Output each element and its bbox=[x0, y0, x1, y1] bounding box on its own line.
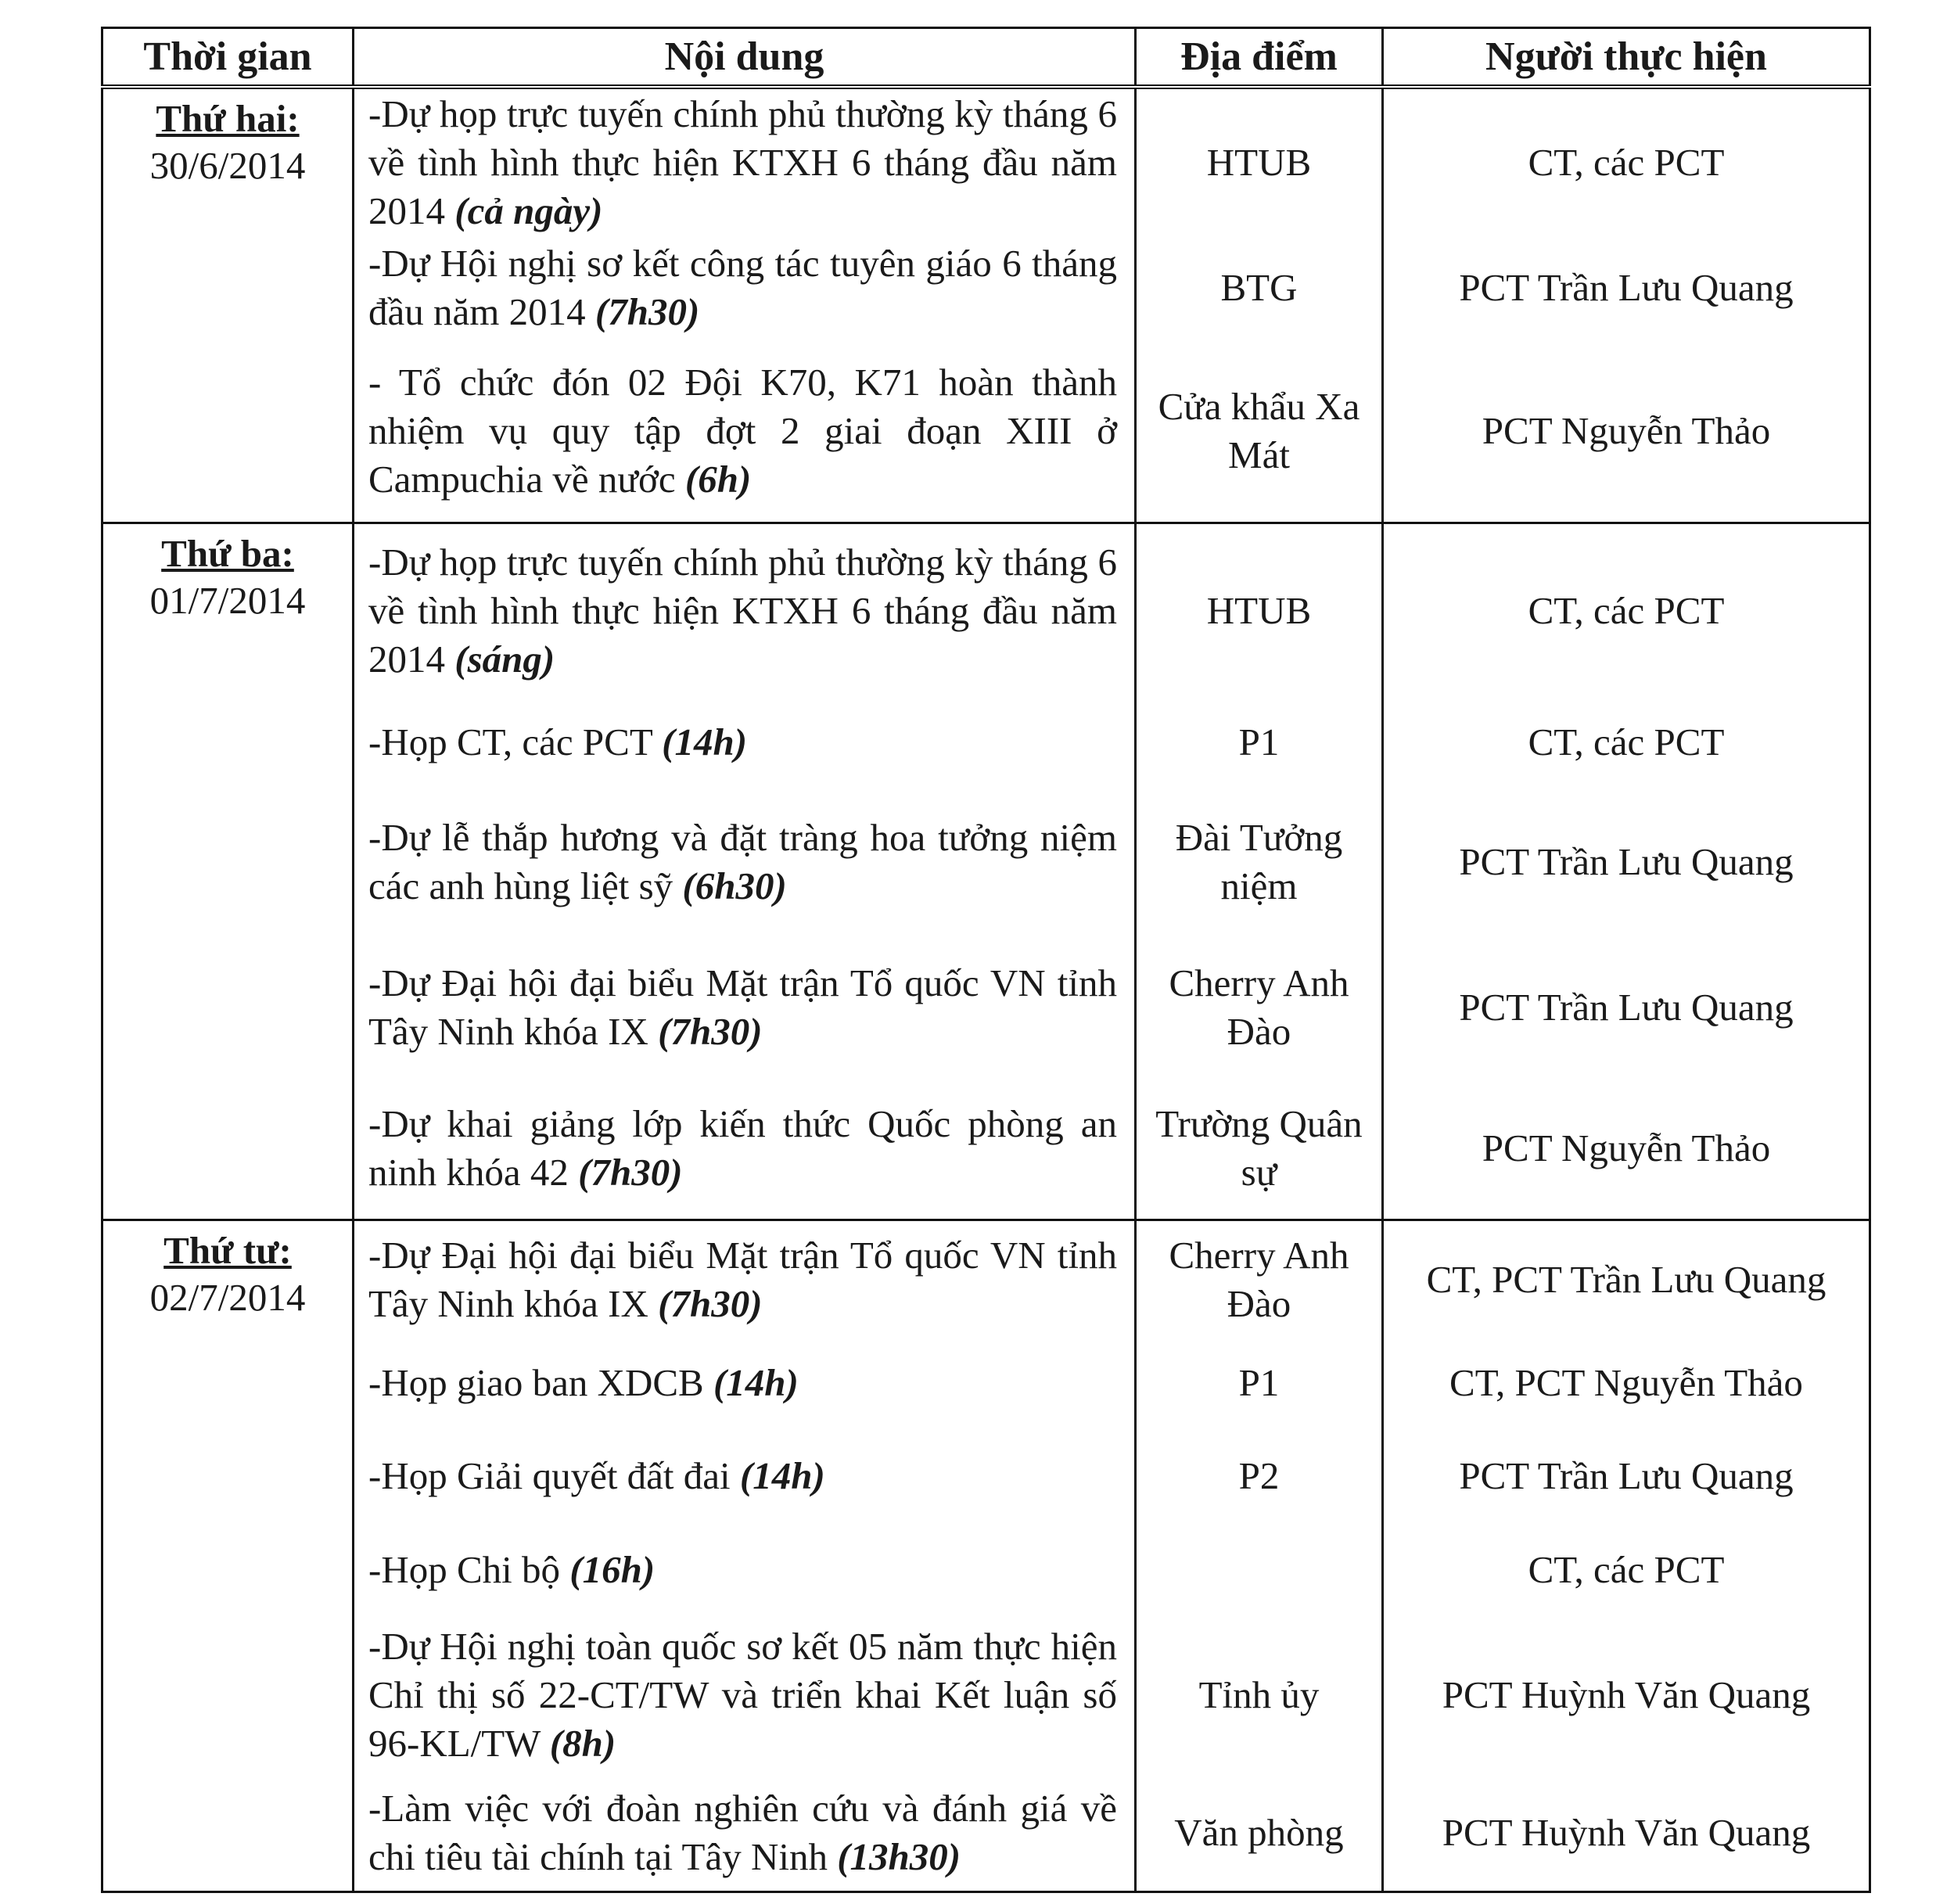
item-text: -Dự lễ thắp hương và đặt tràng hoa tưởng niệm các anh hùng liệt sỹ bbox=[368, 815, 1117, 907]
content-item bbox=[354, 698, 1134, 786]
place-item: HTUB bbox=[1206, 140, 1312, 184]
person-item: CT, các PCT bbox=[1528, 589, 1725, 632]
item-time: (6h) bbox=[684, 457, 752, 501]
place-cell bbox=[1136, 523, 1383, 1220]
day-name: Thứ ba: bbox=[161, 532, 294, 575]
header-row bbox=[102, 28, 1870, 88]
item-time: (14h) bbox=[662, 720, 748, 763]
item-time: (7h30) bbox=[658, 1282, 763, 1325]
person-item: PCT Huỳnh Văn Quang bbox=[1442, 1672, 1811, 1716]
place-item: Trường Quân sự bbox=[1155, 1102, 1363, 1194]
day-date: 30/6/2014 bbox=[149, 144, 306, 187]
item-time: (16h) bbox=[569, 1547, 656, 1591]
item-time: (8h) bbox=[549, 1721, 616, 1765]
day-name: Thứ hai: bbox=[156, 97, 300, 140]
person-item: CT, PCT Trần Lưu Quang bbox=[1426, 1258, 1826, 1301]
person-item: PCT Nguyễn Thảo bbox=[1482, 1126, 1771, 1169]
content-item bbox=[354, 1221, 1134, 1338]
person-item: PCT Trần Lưu Quang bbox=[1459, 839, 1794, 883]
place-item: P1 bbox=[1238, 1360, 1280, 1404]
person-item: PCT Nguyễn Thảo bbox=[1482, 408, 1771, 452]
item-text: - Tổ chức đón 02 Đội K70, K71 hoàn thành nhiệm vụ quy tập đợt 2 giai đoạn XIII ở Campuchia về nước bbox=[368, 360, 1117, 501]
content-item bbox=[354, 1338, 1134, 1427]
day-row-wednesday bbox=[102, 1220, 1870, 1892]
item-text: -Dự Đại hội đại biểu Mặt trận Tổ quốc VN tỉnh Tây Ninh khóa IX bbox=[368, 1234, 1117, 1325]
person-item: PCT Trần Lưu Quang bbox=[1459, 1453, 1794, 1497]
place-item: Cherry Anh Đào bbox=[1169, 1234, 1349, 1325]
person-item: CT, các PCT bbox=[1528, 1547, 1725, 1591]
person-cell bbox=[1383, 1220, 1870, 1892]
header-content: Nội dung bbox=[354, 28, 1136, 88]
item-text: -Dự Đại hội đại biểu Mặt trận Tổ quốc VN tỉnh Tây Ninh khóa IX bbox=[368, 961, 1117, 1053]
content-item bbox=[354, 1427, 1134, 1525]
content-cell bbox=[354, 1220, 1136, 1892]
content-cell bbox=[354, 523, 1136, 1220]
item-text: -Làm việc với đoàn nghiên cứu và đánh giá về chi tiêu tài chính tại Tây Ninh bbox=[368, 1787, 1117, 1878]
item-text: -Họp CT, các PCT bbox=[368, 720, 652, 763]
person-item: CT, các PCT bbox=[1528, 140, 1725, 184]
item-time: (7h30) bbox=[658, 1010, 763, 1053]
header-time: Thời gian bbox=[102, 28, 354, 88]
day-cell bbox=[102, 87, 354, 523]
person-cell bbox=[1383, 87, 1870, 523]
place-item bbox=[1137, 1525, 1381, 1615]
item-time: (13h30) bbox=[837, 1835, 961, 1878]
place-item: Văn phòng bbox=[1174, 1811, 1344, 1854]
place-item: Tỉnh ủy bbox=[1198, 1672, 1320, 1716]
day-row-monday bbox=[102, 87, 1870, 523]
day-cell bbox=[102, 523, 354, 1220]
schedule-table bbox=[101, 27, 1871, 1893]
day-name: Thứ tư: bbox=[163, 1229, 292, 1272]
item-time: (14h) bbox=[739, 1453, 825, 1497]
person-item: PCT Trần Lưu Quang bbox=[1459, 986, 1794, 1029]
item-text: -Họp Chi bộ bbox=[368, 1547, 560, 1591]
place-item: BTG bbox=[1220, 265, 1298, 309]
content-item bbox=[354, 1525, 1134, 1615]
item-time: (14h) bbox=[713, 1360, 799, 1404]
item-time: (7h30) bbox=[594, 289, 700, 333]
place-cell bbox=[1136, 87, 1383, 523]
day-date: 01/7/2014 bbox=[149, 579, 306, 622]
item-text: -Họp Giải quyết đất đai bbox=[368, 1453, 731, 1497]
person-item: PCT Huỳnh Văn Quang bbox=[1442, 1811, 1811, 1854]
content-item bbox=[354, 786, 1134, 937]
content-item bbox=[354, 235, 1134, 339]
content-item bbox=[354, 524, 1134, 698]
content-item bbox=[354, 1775, 1134, 1891]
content-item bbox=[354, 339, 1134, 522]
content-item bbox=[354, 1078, 1134, 1219]
person-item: CT, các PCT bbox=[1528, 720, 1725, 763]
place-item: P1 bbox=[1238, 720, 1280, 763]
header-place: Địa điểm bbox=[1136, 28, 1383, 88]
content-item bbox=[354, 937, 1134, 1078]
place-item: Đài Tưởng niệm bbox=[1175, 815, 1343, 907]
item-text: -Dự họp trực tuyến chính phủ thường kỳ tháng 6 về tình hình thực hiện KTXH 6 tháng đầu năm 2014 bbox=[368, 541, 1117, 681]
item-text: -Dự Hội nghị sơ kết công tác tuyên giáo 6 tháng đầu năm 2014 bbox=[368, 241, 1117, 333]
place-item: P2 bbox=[1238, 1453, 1280, 1497]
day-row-tuesday bbox=[102, 523, 1870, 1220]
place-item: Cherry Anh Đào bbox=[1169, 961, 1349, 1053]
person-item: PCT Trần Lưu Quang bbox=[1459, 265, 1794, 309]
item-text: -Dự khai giảng lớp kiến thức Quốc phòng an ninh khóa 42 bbox=[368, 1102, 1117, 1194]
day-cell bbox=[102, 1220, 354, 1892]
header-person: Người thực hiện bbox=[1383, 28, 1870, 88]
item-time: (cả ngày) bbox=[454, 189, 603, 232]
item-text: -Họp giao ban XDCB bbox=[368, 1360, 704, 1404]
place-item: HTUB bbox=[1206, 589, 1312, 632]
content-item bbox=[354, 89, 1134, 235]
place-item: Cửa khẩu Xa Mát bbox=[1158, 384, 1360, 476]
content-item bbox=[354, 1615, 1134, 1775]
item-text: -Dự họp trực tuyến chính phủ thường kỳ tháng 6 về tình hình thực hiện KTXH 6 tháng đầu năm 2014 bbox=[368, 92, 1117, 232]
item-time: (6h30) bbox=[682, 864, 787, 907]
person-item: CT, PCT Nguyễn Thảo bbox=[1449, 1360, 1803, 1404]
schedule-sheet bbox=[101, 27, 1869, 1893]
item-time: (7h30) bbox=[578, 1151, 683, 1194]
day-date: 02/7/2014 bbox=[149, 1276, 306, 1319]
item-text: -Dự Hội nghị toàn quốc sơ kết 05 năm thực hiện Chỉ thị số 22-CT/TW và triển khai Kết luận số 96-KL/TW bbox=[368, 1624, 1117, 1765]
content-cell bbox=[354, 87, 1136, 523]
person-cell bbox=[1383, 523, 1870, 1220]
item-time: (sáng) bbox=[454, 638, 555, 681]
place-cell bbox=[1136, 1220, 1383, 1892]
